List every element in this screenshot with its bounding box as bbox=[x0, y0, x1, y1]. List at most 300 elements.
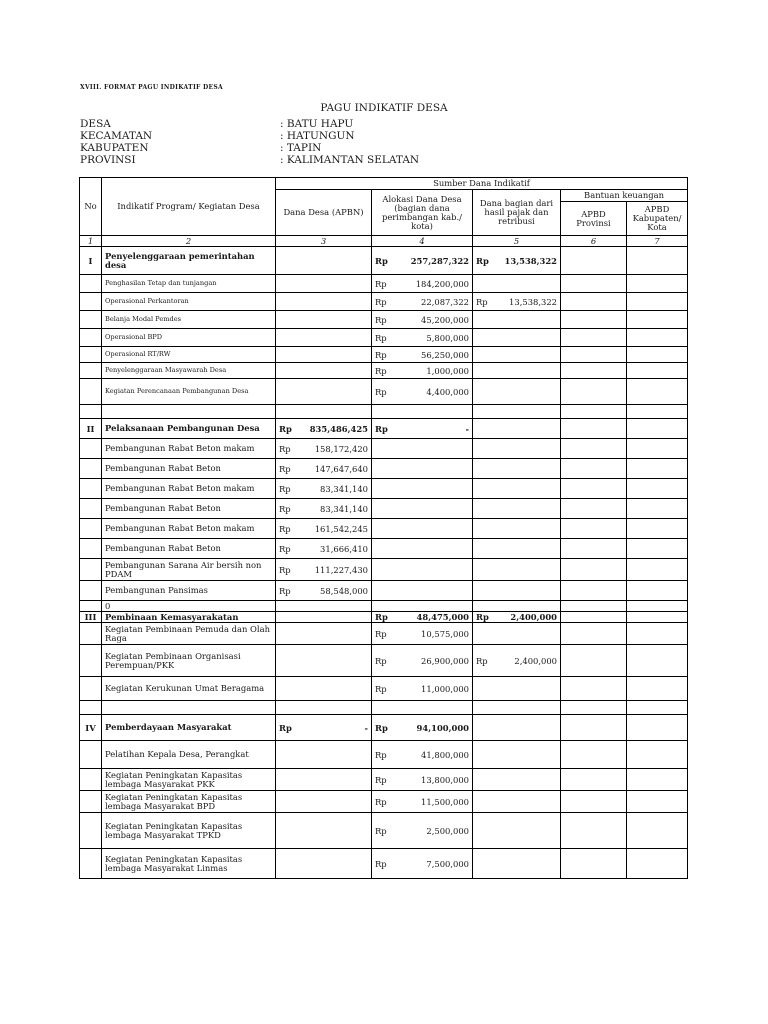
money-cell bbox=[276, 791, 372, 813]
header-no: No bbox=[80, 178, 102, 236]
money-cell bbox=[473, 581, 561, 601]
apbd-kab-cell bbox=[627, 519, 688, 539]
currency-label: Rp bbox=[476, 255, 489, 266]
money-value bbox=[279, 586, 368, 596]
empty-cell bbox=[276, 701, 372, 715]
amount: 26,900,000 bbox=[421, 655, 469, 666]
col-index: 3 bbox=[276, 236, 372, 247]
amount: 13,538,322 bbox=[504, 255, 557, 266]
header-alokasi: Alokasi Dana Desa (bagian dana perimbangan kab./ kota) bbox=[372, 190, 473, 236]
money-cell bbox=[276, 677, 372, 701]
money-cell bbox=[276, 623, 372, 645]
section-no: II bbox=[80, 419, 102, 439]
amount: 4,400,000 bbox=[426, 386, 469, 397]
money-value bbox=[476, 297, 557, 307]
amount: 5,800,000 bbox=[426, 332, 469, 343]
money-cell bbox=[372, 519, 473, 539]
item-label: Belanja Modal Pemdes bbox=[102, 311, 276, 329]
empty-cell bbox=[627, 405, 688, 419]
money-value bbox=[375, 750, 469, 760]
apbd-prov-cell bbox=[561, 293, 627, 311]
money-value bbox=[279, 484, 368, 494]
header-apbd-kab: APBD Kabupaten/ Kota bbox=[627, 202, 688, 236]
item-no bbox=[80, 813, 102, 849]
table-body bbox=[80, 247, 688, 879]
money-value bbox=[375, 350, 469, 360]
item-label: 0 bbox=[102, 601, 276, 612]
item-row bbox=[80, 275, 688, 293]
money-cell bbox=[276, 601, 372, 612]
amount: - bbox=[364, 722, 368, 733]
apbd-prov-cell bbox=[561, 479, 627, 499]
empty-cell bbox=[102, 405, 276, 419]
money-cell bbox=[473, 539, 561, 559]
apbd-kab-cell bbox=[627, 347, 688, 363]
item-row bbox=[80, 329, 688, 347]
item-no bbox=[80, 581, 102, 601]
currency-label: Rp bbox=[375, 722, 388, 733]
money-value bbox=[375, 826, 469, 836]
money-value bbox=[375, 629, 469, 639]
currency-label: Rp bbox=[279, 722, 292, 733]
apbd-kab-cell bbox=[627, 769, 688, 791]
section-row bbox=[80, 419, 688, 439]
amount: 83,341,140 bbox=[320, 483, 368, 494]
info-value: : TAPIN bbox=[280, 142, 322, 154]
apbd-prov-cell bbox=[561, 623, 627, 645]
money-cell bbox=[276, 479, 372, 499]
item-row bbox=[80, 581, 688, 601]
apbd-prov-cell bbox=[561, 459, 627, 479]
money-value bbox=[476, 256, 557, 266]
money-cell bbox=[276, 715, 372, 741]
money-cell bbox=[473, 293, 561, 311]
item-label: Kegiatan Peningkatan Kapasitas lembaga Masyarakat PKK bbox=[102, 769, 276, 791]
item-label: Pembangunan Rabat Beton bbox=[102, 539, 276, 559]
apbd-kab-cell bbox=[627, 379, 688, 405]
item-row bbox=[80, 347, 688, 363]
item-no bbox=[80, 439, 102, 459]
apbd-kab-cell bbox=[627, 813, 688, 849]
empty-cell bbox=[102, 701, 276, 715]
apbd-prov-cell bbox=[561, 559, 627, 581]
empty-cell bbox=[276, 405, 372, 419]
item-row bbox=[80, 559, 688, 581]
money-cell bbox=[372, 559, 473, 581]
currency-label: Rp bbox=[375, 255, 388, 266]
money-value bbox=[279, 723, 368, 733]
item-label: Operasional Perkantoran bbox=[102, 293, 276, 311]
money-cell bbox=[372, 419, 473, 439]
item-label: Kegiatan Perencanaan Pembangunan Desa bbox=[102, 379, 276, 405]
currency-label: Rp bbox=[375, 774, 387, 785]
apbd-prov-cell bbox=[561, 539, 627, 559]
apbd-kab-cell bbox=[627, 849, 688, 879]
document-label: XVIII. FORMAT PAGU INDIKATIF DESA bbox=[80, 84, 223, 91]
money-value bbox=[375, 387, 469, 397]
money-cell bbox=[372, 601, 473, 612]
apbd-kab-cell bbox=[627, 791, 688, 813]
currency-label: Rp bbox=[279, 523, 291, 534]
money-cell bbox=[276, 419, 372, 439]
section-title: Pelaksanaan Pembangunan Desa bbox=[102, 419, 276, 439]
currency-label: Rp bbox=[375, 278, 387, 289]
apbd-prov-cell bbox=[561, 247, 627, 275]
money-cell bbox=[372, 539, 473, 559]
apbd-kab-cell bbox=[627, 247, 688, 275]
money-cell bbox=[276, 439, 372, 459]
item-row bbox=[80, 645, 688, 677]
amount: 147,647,640 bbox=[314, 463, 368, 474]
apbd-prov-cell bbox=[561, 379, 627, 405]
apbd-prov-cell bbox=[561, 439, 627, 459]
apbd-kab-cell bbox=[627, 363, 688, 379]
apbd-prov-cell bbox=[561, 347, 627, 363]
money-cell bbox=[276, 247, 372, 275]
money-cell bbox=[372, 715, 473, 741]
empty-cell bbox=[561, 701, 627, 715]
info-row-kecamatan bbox=[80, 130, 419, 142]
money-cell bbox=[372, 849, 473, 879]
money-cell bbox=[473, 623, 561, 645]
money-value bbox=[375, 315, 469, 325]
amount: 41,800,000 bbox=[421, 749, 469, 760]
money-value bbox=[375, 424, 469, 434]
amount: 7,500,000 bbox=[426, 858, 469, 869]
money-cell bbox=[372, 741, 473, 769]
amount: - bbox=[465, 423, 469, 434]
currency-label: Rp bbox=[279, 463, 291, 474]
section-title: Penyelenggaraan pemerintahan desa bbox=[102, 247, 276, 275]
item-no bbox=[80, 791, 102, 813]
apbd-prov-cell bbox=[561, 715, 627, 741]
money-cell bbox=[473, 379, 561, 405]
amount: 94,100,000 bbox=[416, 722, 469, 733]
money-cell bbox=[372, 247, 473, 275]
currency-label: Rp bbox=[375, 365, 387, 376]
money-value bbox=[375, 612, 469, 622]
money-cell bbox=[372, 612, 473, 623]
money-value bbox=[375, 775, 469, 785]
header-sumber-dana: Sumber Dana Indikatif bbox=[276, 178, 688, 190]
apbd-prov-cell bbox=[561, 791, 627, 813]
apbd-kab-cell bbox=[627, 311, 688, 329]
item-no bbox=[80, 499, 102, 519]
item-row bbox=[80, 363, 688, 379]
apbd-kab-cell bbox=[627, 581, 688, 601]
item-no bbox=[80, 479, 102, 499]
amount: 83,341,140 bbox=[320, 503, 368, 514]
column-index-row bbox=[80, 236, 688, 247]
item-row bbox=[80, 677, 688, 701]
village-info bbox=[80, 118, 419, 166]
amount: 31,666,410 bbox=[320, 543, 368, 554]
money-cell bbox=[372, 379, 473, 405]
section-title: Pemberdayaan Masyarakat bbox=[102, 715, 276, 741]
money-cell bbox=[473, 419, 561, 439]
empty-cell bbox=[473, 405, 561, 419]
empty-cell bbox=[372, 405, 473, 419]
amount: 835,486,425 bbox=[309, 423, 368, 434]
currency-label: Rp bbox=[476, 655, 488, 666]
money-value bbox=[476, 612, 557, 622]
apbd-prov-cell bbox=[561, 581, 627, 601]
apbd-prov-cell bbox=[561, 612, 627, 623]
currency-label: Rp bbox=[375, 683, 387, 694]
apbd-kab-cell bbox=[627, 419, 688, 439]
item-label: Kegiatan Peningkatan Kapasitas lembaga Masyarakat TPKD bbox=[102, 813, 276, 849]
item-label: Operasional RT/RW bbox=[102, 347, 276, 363]
info-value: : KALIMANTAN SELATAN bbox=[280, 154, 420, 166]
money-cell bbox=[473, 677, 561, 701]
header-pajak: Dana bagian dari hasil pajak dan retribusi bbox=[473, 190, 561, 236]
amount: 22,087,322 bbox=[421, 296, 469, 307]
empty-cell bbox=[80, 405, 102, 419]
item-label: Penghasilan Tetap dan tunjangan bbox=[102, 275, 276, 293]
item-row bbox=[80, 293, 688, 311]
item-row bbox=[80, 539, 688, 559]
money-value bbox=[476, 656, 557, 666]
col-index: 5 bbox=[473, 236, 561, 247]
info-row-provinsi bbox=[80, 154, 419, 166]
money-value bbox=[375, 279, 469, 289]
money-cell bbox=[372, 499, 473, 519]
currency-label: Rp bbox=[375, 314, 387, 325]
money-cell bbox=[372, 275, 473, 293]
money-value bbox=[375, 723, 469, 733]
money-cell bbox=[276, 329, 372, 347]
empty-cell bbox=[372, 701, 473, 715]
item-row bbox=[80, 499, 688, 519]
section-row bbox=[80, 612, 688, 623]
info-row-desa bbox=[80, 118, 419, 130]
item-label: Pembangunan Sarana Air bersih non PDAM bbox=[102, 559, 276, 581]
amount: 257,287,322 bbox=[410, 255, 469, 266]
amount: 161,542,245 bbox=[314, 523, 368, 534]
item-row bbox=[80, 439, 688, 459]
money-cell bbox=[372, 479, 473, 499]
money-cell bbox=[276, 293, 372, 311]
spacer-row bbox=[80, 405, 688, 419]
money-value bbox=[375, 366, 469, 376]
apbd-prov-cell bbox=[561, 363, 627, 379]
amount: 158,172,420 bbox=[314, 443, 368, 454]
apbd-prov-cell bbox=[561, 275, 627, 293]
amount: 2,500,000 bbox=[426, 825, 469, 836]
section-no: IV bbox=[80, 715, 102, 741]
apbd-prov-cell bbox=[561, 741, 627, 769]
money-cell bbox=[372, 791, 473, 813]
money-cell bbox=[473, 275, 561, 293]
money-cell bbox=[372, 677, 473, 701]
money-value bbox=[375, 684, 469, 694]
currency-label: Rp bbox=[375, 296, 387, 307]
money-value bbox=[279, 524, 368, 534]
money-cell bbox=[372, 645, 473, 677]
money-cell bbox=[473, 439, 561, 459]
money-value bbox=[279, 424, 368, 434]
item-no bbox=[80, 677, 102, 701]
money-cell bbox=[473, 559, 561, 581]
item-row bbox=[80, 623, 688, 645]
money-value bbox=[279, 464, 368, 474]
currency-label: Rp bbox=[375, 655, 387, 666]
amount: 58,548,000 bbox=[320, 585, 368, 596]
empty-cell bbox=[80, 701, 102, 715]
currency-label: Rp bbox=[375, 386, 387, 397]
apbd-prov-cell bbox=[561, 677, 627, 701]
item-no bbox=[80, 849, 102, 879]
item-no bbox=[80, 311, 102, 329]
money-cell bbox=[276, 519, 372, 539]
amount: 184,200,000 bbox=[415, 278, 469, 289]
apbd-kab-cell bbox=[627, 499, 688, 519]
money-cell bbox=[276, 769, 372, 791]
amount: 13,538,322 bbox=[509, 296, 557, 307]
apbd-kab-cell bbox=[627, 539, 688, 559]
currency-label: Rp bbox=[279, 503, 291, 514]
amount: 11,000,000 bbox=[421, 683, 469, 694]
item-no bbox=[80, 363, 102, 379]
money-cell bbox=[473, 612, 561, 623]
item-no bbox=[80, 347, 102, 363]
money-cell bbox=[372, 347, 473, 363]
item-label: Pembangunan Pansimas bbox=[102, 581, 276, 601]
item-no bbox=[80, 539, 102, 559]
apbd-prov-cell bbox=[561, 601, 627, 612]
money-cell bbox=[372, 311, 473, 329]
apbd-kab-cell bbox=[627, 612, 688, 623]
currency-label: Rp bbox=[476, 296, 488, 307]
money-cell bbox=[276, 645, 372, 677]
info-key: KECAMATAN bbox=[80, 130, 153, 142]
item-no bbox=[80, 519, 102, 539]
section-no: I bbox=[80, 247, 102, 275]
money-cell bbox=[473, 769, 561, 791]
apbd-kab-cell bbox=[627, 677, 688, 701]
money-cell bbox=[276, 275, 372, 293]
item-no bbox=[80, 769, 102, 791]
item-row bbox=[80, 791, 688, 813]
item-row bbox=[80, 519, 688, 539]
amount: 48,475,000 bbox=[416, 612, 469, 622]
info-value: : HATUNGUN bbox=[280, 130, 355, 142]
money-cell bbox=[276, 741, 372, 769]
money-cell bbox=[372, 293, 473, 311]
item-label: Operasional BPD bbox=[102, 329, 276, 347]
apbd-prov-cell bbox=[561, 769, 627, 791]
currency-label: Rp bbox=[279, 564, 291, 575]
amount: 1,000,000 bbox=[426, 365, 469, 376]
amount: 13,800,000 bbox=[421, 774, 469, 785]
money-cell bbox=[473, 329, 561, 347]
money-cell bbox=[473, 499, 561, 519]
item-no bbox=[80, 379, 102, 405]
money-cell bbox=[473, 601, 561, 612]
item-no bbox=[80, 741, 102, 769]
amount: 2,400,000 bbox=[510, 612, 557, 622]
col-index: 1 bbox=[80, 236, 102, 247]
item-row bbox=[80, 849, 688, 879]
item-label: Penyelenggaraan Masyawarah Desa bbox=[102, 363, 276, 379]
money-cell bbox=[276, 581, 372, 601]
money-cell bbox=[372, 363, 473, 379]
item-no bbox=[80, 293, 102, 311]
item-row bbox=[80, 741, 688, 769]
apbd-prov-cell bbox=[561, 419, 627, 439]
money-cell bbox=[473, 741, 561, 769]
money-cell bbox=[473, 347, 561, 363]
money-value bbox=[375, 656, 469, 666]
apbd-prov-cell bbox=[561, 329, 627, 347]
money-cell bbox=[372, 329, 473, 347]
info-key: KABUPATEN bbox=[80, 142, 149, 154]
apbd-kab-cell bbox=[627, 479, 688, 499]
money-cell bbox=[276, 311, 372, 329]
item-label: Pembangunan Rabat Beton makam bbox=[102, 439, 276, 459]
item-label: Pembangunan Rabat Beton bbox=[102, 459, 276, 479]
money-cell bbox=[473, 479, 561, 499]
apbd-prov-cell bbox=[561, 849, 627, 879]
item-row bbox=[80, 379, 688, 405]
item-no bbox=[80, 601, 102, 612]
section-row bbox=[80, 247, 688, 275]
info-key: DESA bbox=[80, 118, 111, 130]
info-key: PROVINSI bbox=[80, 154, 136, 166]
apbd-kab-cell bbox=[627, 715, 688, 741]
amount: 11,500,000 bbox=[421, 796, 469, 807]
apbd-kab-cell bbox=[627, 623, 688, 645]
money-value bbox=[375, 859, 469, 869]
item-label: Kegiatan Kerukunan Umat Beragama bbox=[102, 677, 276, 701]
currency-label: Rp bbox=[279, 483, 291, 494]
currency-label: Rp bbox=[279, 443, 291, 454]
apbd-prov-cell bbox=[561, 813, 627, 849]
empty-cell bbox=[561, 405, 627, 419]
apbd-kab-cell bbox=[627, 601, 688, 612]
money-cell bbox=[276, 379, 372, 405]
header-bantuan: Bantuan keuangan bbox=[561, 190, 688, 202]
amount: 111,227,430 bbox=[314, 564, 368, 575]
apbd-kab-cell bbox=[627, 645, 688, 677]
money-cell bbox=[473, 519, 561, 539]
apbd-kab-cell bbox=[627, 741, 688, 769]
item-no bbox=[80, 329, 102, 347]
currency-label: Rp bbox=[375, 332, 387, 343]
money-cell bbox=[276, 459, 372, 479]
money-cell bbox=[276, 499, 372, 519]
money-cell bbox=[473, 715, 561, 741]
apbd-prov-cell bbox=[561, 519, 627, 539]
money-cell bbox=[372, 459, 473, 479]
money-cell bbox=[276, 347, 372, 363]
money-value bbox=[279, 565, 368, 575]
item-label: Pembangunan Rabat Beton makam bbox=[102, 519, 276, 539]
item-no bbox=[80, 275, 102, 293]
item-label: Pembangunan Rabat Beton makam bbox=[102, 479, 276, 499]
table-header bbox=[80, 178, 688, 236]
item-no bbox=[80, 623, 102, 645]
apbd-kab-cell bbox=[627, 275, 688, 293]
info-row-kabupaten bbox=[80, 142, 419, 154]
amount: 45,200,000 bbox=[421, 314, 469, 325]
pagu-table bbox=[79, 177, 688, 879]
currency-label: Rp bbox=[375, 749, 387, 760]
item-label: Kegiatan Pembinaan Organisasi Perempuan/PKK bbox=[102, 645, 276, 677]
apbd-prov-cell bbox=[561, 499, 627, 519]
apbd-kab-cell bbox=[627, 559, 688, 581]
money-cell bbox=[473, 813, 561, 849]
